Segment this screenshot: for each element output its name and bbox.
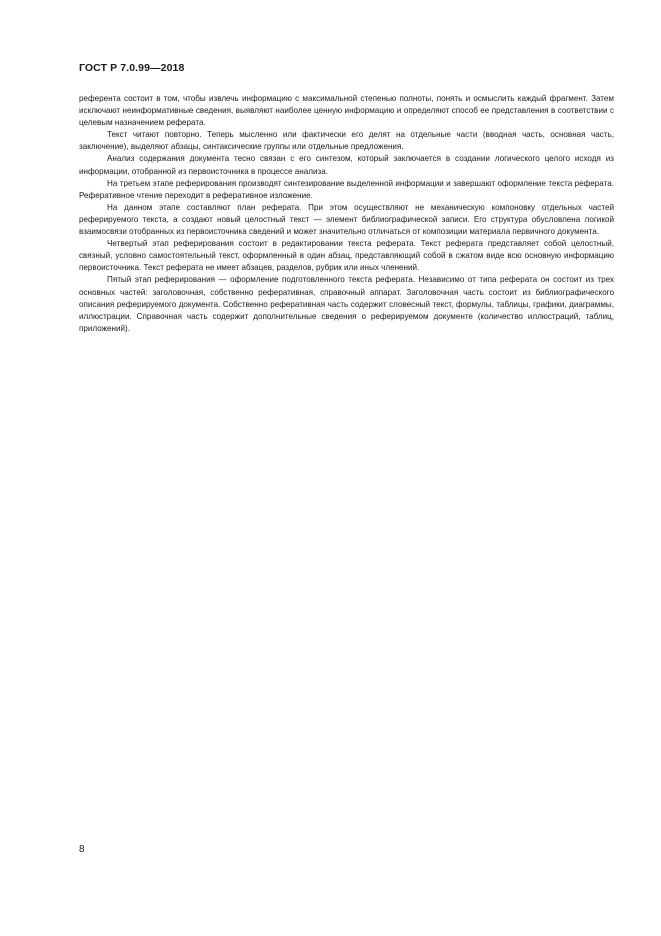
paragraph: Анализ содержания документа тесно связан с его синтезом, который заключается в создании логического целого исходя из информации, отобранной из первоисточника в процессе анализа. xyxy=(79,154,614,176)
paragraph: На третьем этапе реферирования производят синтезирование выделенной информации и завершают оформление текста реферата. Реферативное чтение переходит в реферативное изложение. xyxy=(79,178,614,200)
paragraph: Четвертый этап реферирования состоит в редактировании текста реферата. Текст реферата представляет собой целостный, связный, условно самостоятельный текст, оформленный в один абзац, представляющий собой в сжатом виде всю основную информацию первоисточника. Текст реферата не имеет абзацев, разделов, рубрик или иных членений. xyxy=(79,239,614,273)
paragraph: Пятый этап реферирования — оформление подготовленного текста реферата. Независимо от типа реферата он состоит из трех основных частей: заголовочная, собственно реферативная, справочный аппарат. Заголовочная часть состоит из библиографического описания реферируемого документа. Собственно реферативная часть содержит словесный текст, формулы, таблицы, графики, диаграммы, иллюстрации. Справочная часть содержит дополнительные сведения о реферируемом документе (количество иллюстраций, таблиц, приложений). xyxy=(79,275,614,333)
document-body xyxy=(79,93,614,335)
paragraph: Текст читают повторно. Теперь мысленно или фактически его делят на отдельные части (вводная часть, основная часть, заключение), выделяют абзацы, синтаксические группы или отдельные предложения. xyxy=(79,130,614,152)
page-number: 8 xyxy=(79,844,85,855)
paragraph: На данном этапе составляют план реферата. При этом осуществляют не механическую компоновку отдельных частей реферируемого текста, а создают новый целостный текст — элемент библиографической записи. Его структура обусловлена логикой взаимосвязи отобранных из первоисточника сведений и может значительно отличаться от композиции материала первичного документа. xyxy=(79,202,614,237)
document-header: ГОСТ Р 7.0.99—2018 xyxy=(79,62,185,74)
paragraph: референта состоит в том, чтобы извлечь информацию с максимальной степенью полноты, понять и осмыслить каждый фрагмент. Затем исключают неинформативные сведения, выявляют наиболее ценную информацию и определяют способ ее представления в соответствии с целевым назначением реферата. xyxy=(79,94,614,128)
